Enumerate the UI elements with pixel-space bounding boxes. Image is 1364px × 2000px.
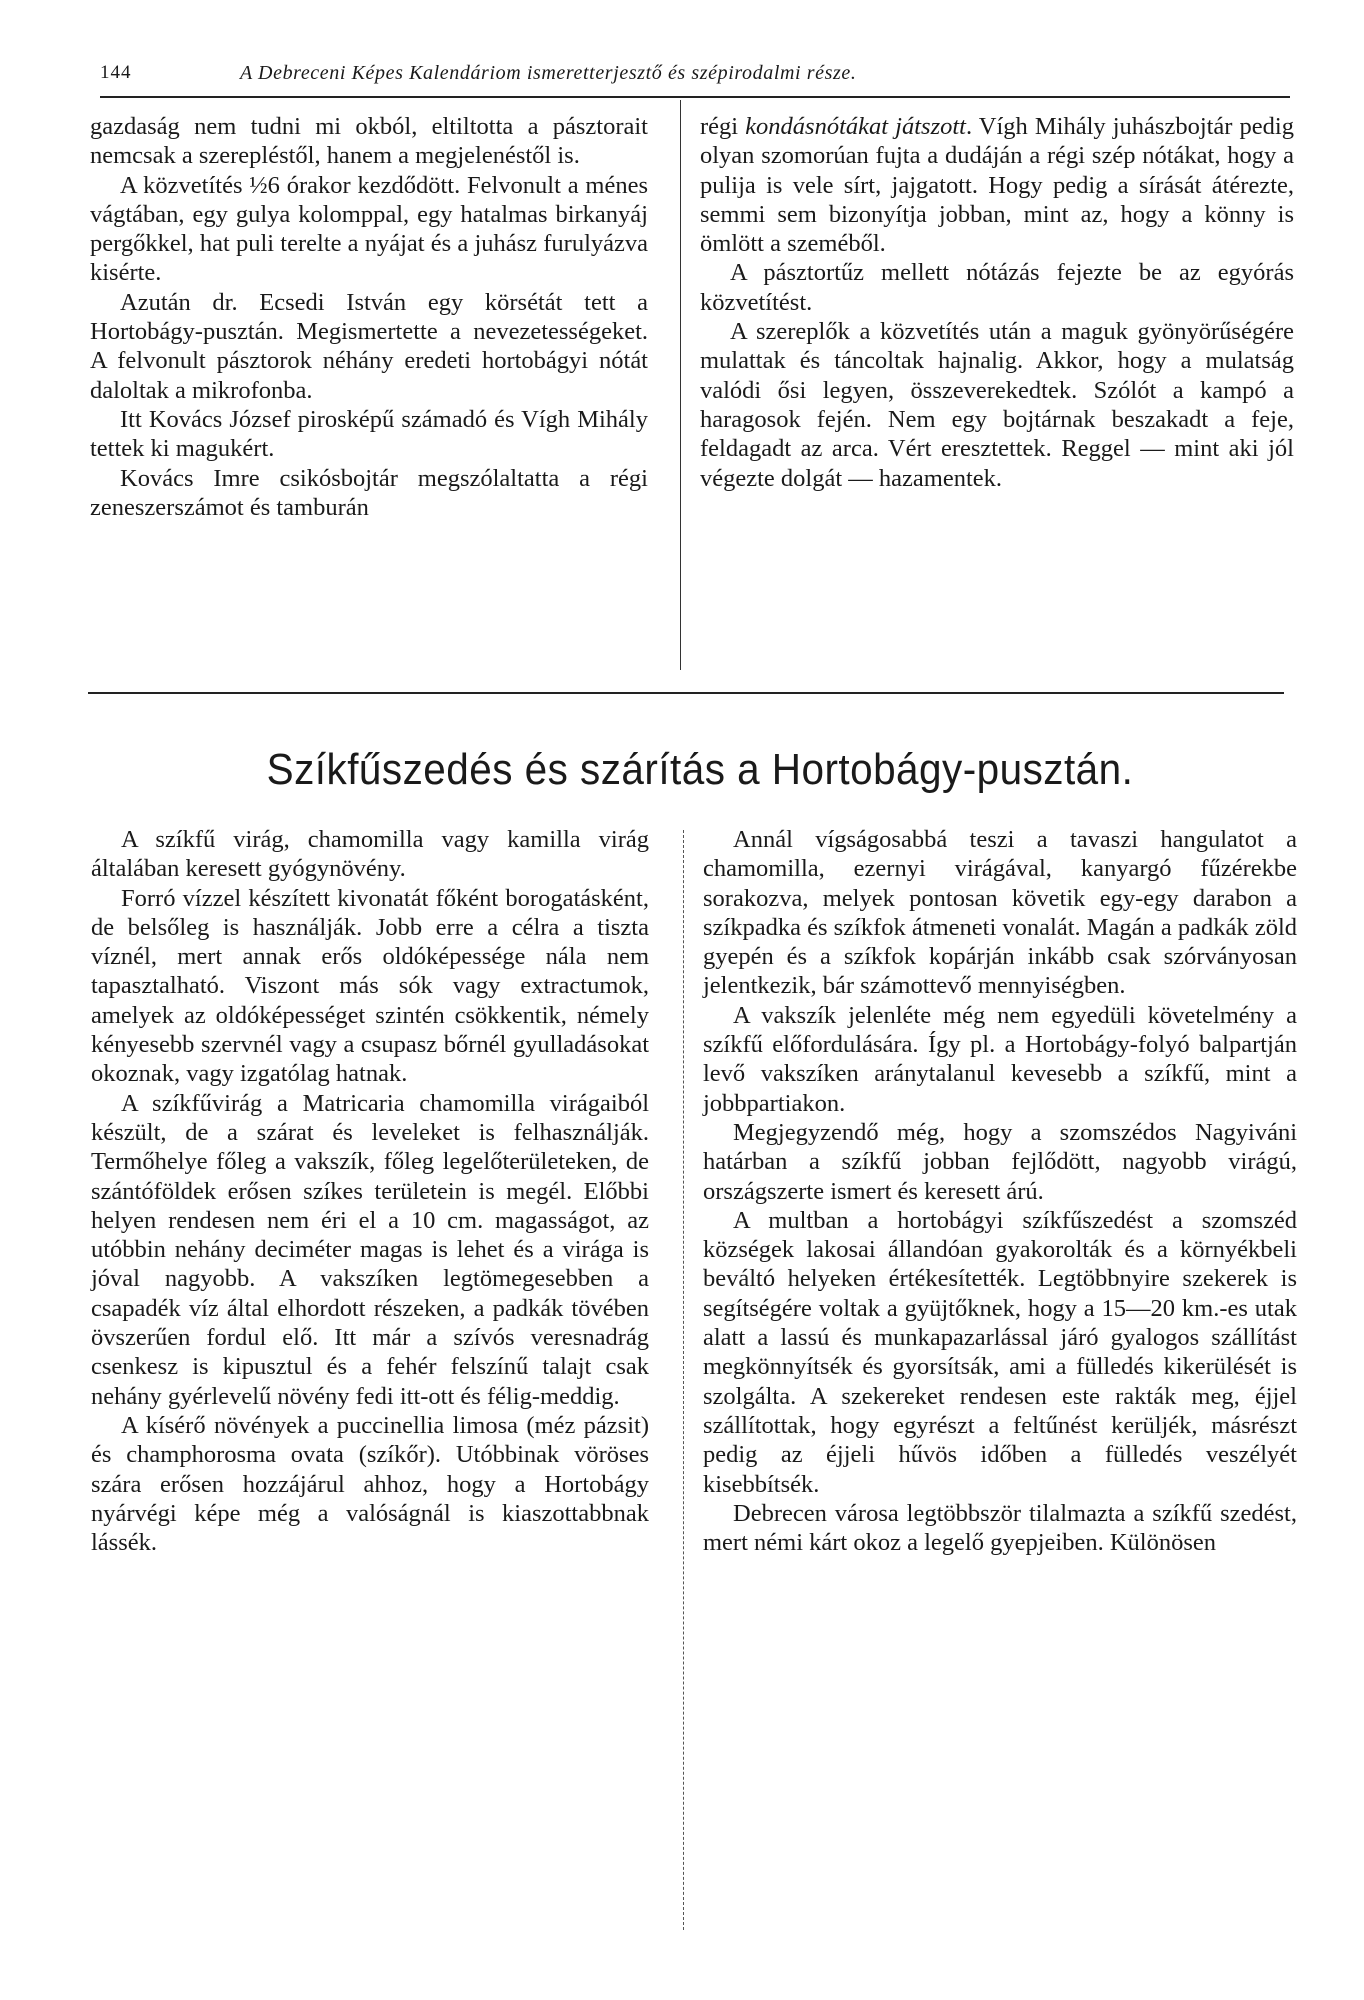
running-title: A Debreceni Képes Kalendáriom ismeretterjesztő és szépirodalmi része. [240, 62, 857, 84]
running-header [100, 62, 1290, 92]
paragraph: Megjegyzendő még, hogy a szomszédos Nagyiváni határban a szíkfű jobban fejlődött, nagyobb virágú, országszerte ismert és keresett árú. [703, 1118, 1297, 1205]
paragraph: A vakszík jelenléte még nem egyedüli követelmény a szíkfű előfordulására. Így pl. a Hortobágy-folyó balpartján levő vakszíken aránytalanul kevesebb a szíkfű, mint a jobbpartiakon. [703, 1001, 1297, 1117]
text-run: . Vígh Mihály juhászbojtár pedig olyan szomorúan fujta a dudáján a régi szép nótákat, hogy a pulija is vele sírt, jajgatott. Hogy pedig a sírását átérezte, semmi sem bizonyítja jobban, mint az, hogy a könny is ömlött a szeméből. [700, 113, 1294, 258]
paragraph: Azután dr. Ecsedi István egy körsétát tett a Hortobágy-pusztán. Megismertette a nevezetességeket. A felvonult pásztorok néhány eredeti hortobágyi nótát daloltak a mikrofonba. [90, 288, 648, 404]
section-rule [88, 692, 1284, 694]
previous-article-left-column [90, 112, 648, 522]
paragraph: A kísérő növények a puccinellia limosa (méz pázsit) és champhorosma ovata (szíkőr). Utóbbinak vöröses szára erősen hozzájárul ahhoz, hogy a Hortobágy nyárvégi képe még a valóságnál is kiaszottabbnak lássék. [91, 1411, 649, 1557]
page-number: 144 [100, 62, 132, 83]
article-title: Szíkfűszedés és szárítás a Hortobágy-pusztán. [266, 745, 1134, 794]
paragraph: A közvetítés ½6 órakor kezdődött. Felvonult a ménes vágtában, egy gulya kolomppal, egy hatalmas birkanyáj pergőkkel, hat puli terelte a nyájat és a juhász furulyázva kisérte. [90, 171, 648, 287]
column-divider [680, 100, 682, 670]
paragraph: A szereplők a közvetítés után a maguk gyönyörűségére mulattak és táncoltak hajnalig. Akkor, hogy a mulatság valódi ősi legyen, összeverekedtek. Szólót a kampó a haragosok fején. Nem egy bojtárnak beszakadt a feje, feldagadt az arca. Vért eresztettek. Reggel — mint aki jól végezte dolgát — hazamentek. [700, 318, 1294, 492]
text-run: régi [700, 113, 746, 140]
paragraph: A multban a hortobágyi szíkfűszedést a szomszéd községek lakosai állandóan gyakorolták és a környékbeli beváltó helyeken értékesítették. Legtöbbnyire szekerek is segítségére voltak a gyüjtőknek, hogy a 15—20 km.-es utak alatt a lassú és munkapazarlással járó gyalogos szállítást megkönnyítsék és gyorsítsák, ami a fülledés kikerülését is szolgálta. A szekereket rendesen este rakták meg, éjjel szállítottak, hogy egyrészt a feltűnést kerüljék, másrészt pedig az éjjeli hűvös időben a fülledés veszélyét kisebbítsék. [703, 1206, 1297, 1498]
paragraph: A szíkfűvirág a Matricaria chamomilla virágaiból készült, de a szárat és leveleket is felhasználják. Termőhelye főleg a vakszík, főleg legelőterületeken, de szántóföldek erősen szíkes területein is megél. Előbbi helyen rendesen nem éri el a 10 cm. magasságot, az utóbbin nehány deciméter magas is lehet és a virága is jóval nagyobb. A vakszíken legtömegesebben a csapadék víz által elhordott részeken, a padkák tövében övszerűen fordul elő. Itt már a szívós veresnadrág csenkesz is kipusztul és a fehér felszínű talajt csak nehány gyérlevelű növény fedi itt-ott és félig-meddig. [91, 1089, 649, 1410]
previous-article-right-column [700, 112, 1294, 493]
article-right-column [703, 825, 1297, 1557]
paragraph: Itt Kovács József pirosképű számadó és Vígh Mihály tettek ki magukért. [90, 405, 648, 463]
paragraph [700, 112, 1294, 258]
paragraph: Debrecen városa legtöbbször tilalmazta a szíkfű szedést, mert némi kárt okoz a legelő gyepjeiben. Különösen [703, 1499, 1297, 1557]
paragraph: A szíkfű virág, chamomilla vagy kamilla virág általában keresett gyógynövény. [91, 826, 649, 883]
italic-text: kondásnótákat játszott [745, 113, 966, 140]
paragraph: Kovács Imre csikósbojtár megszólaltatta a régi zeneszerszámot és tamburán [90, 464, 648, 521]
paragraph: Annál vígságosabbá teszi a tavaszi hangulatot a chamomilla, ezernyi virágával, kanyargó fűzérekbe sorakozva, melyek pontosan követik egy-egy darabon a szíkpadka és szíkfok átmeneti vonalát. Magán a padkák zöld gyepén és a szíkfok kopárján inkább csak szórványosan jelentkezik, bár számottevő mennyiségben. [703, 826, 1297, 1000]
paragraph: Forró vízzel készített kivonatát főként borogatásként, de belsőleg is használják. Jobb erre a célra a tiszta víznél, mert annak erős oldóképessége nála nem tapasztalható. Viszont más sók vagy extractumok, amelyek az oldóképességet szintén csökkentik, némely kényesebb szervnél vagy a csupasz bőrnél gyulladásokat okoznak, vagy izgatólag hatnak. [91, 884, 649, 1088]
article-left-column [91, 825, 649, 1557]
header-rule [100, 96, 1290, 98]
paragraph: A pásztortűz mellett nótázás fejezte be az egyórás közvetítést. [700, 259, 1294, 316]
paragraph: gazdaság nem tudni mi okból, eltiltotta a pásztorait nemcsak a szerepléstől, hanem a megjelenéstől is. [90, 113, 648, 170]
column-divider [683, 830, 685, 1930]
